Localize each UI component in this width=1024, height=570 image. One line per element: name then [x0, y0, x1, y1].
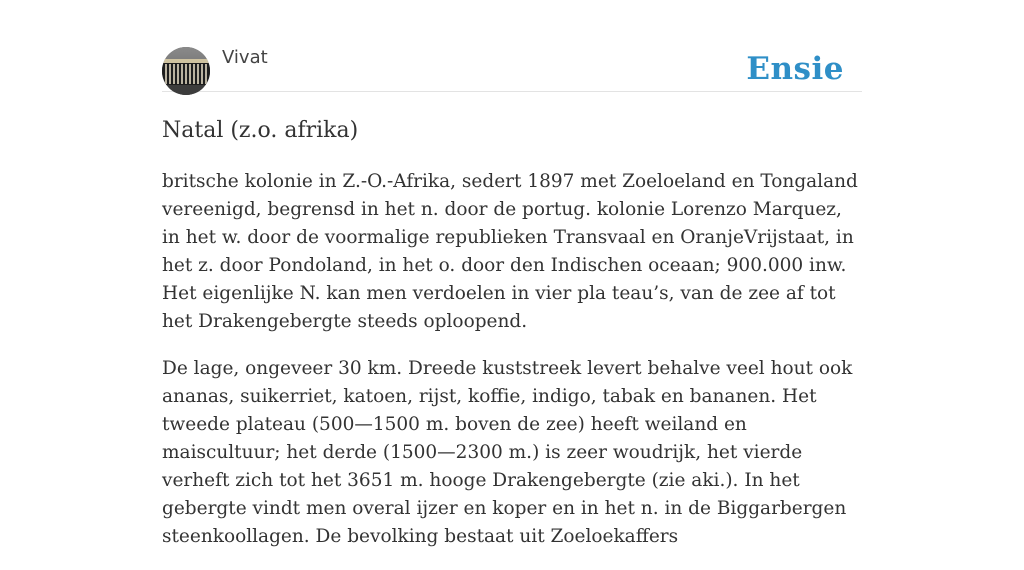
avatar-image: [162, 47, 210, 95]
article-paragraph: britsche kolonie in Z.-O.-Afrika, sedert 1897 met Zoeloeland en Tongaland vereenigd, begrensd in het n. door de portug. kolonie Lorenzo Marquez, in het w. door de voormalige republieken Transvaal en OranjeVrijstaat, in het z. door Pondoland, in het o. door den Indischen oceaan; 900.000 inw. Het eigenlijke N. kan men verdoelen in vier pla teau’s, van de zee af tot het Drakengebergte steeds oploopend.: [162, 171, 858, 332]
brand-logo[interactable]: Ensie: [746, 51, 844, 87]
article-page: [162, 0, 862, 547]
article-paragraph: De lage, ongeveer 30 km. Dreede kuststreek levert behalve veel hout ook ananas, suikerriet, katoen, rijst, koffie, indigo, tabak en bananen. Het tweede plateau (500—1500 m. boven de zee) heeft weiland en maiscultuur; het derde (1500—2300 m.) is zeer woudrijk, het vierde verheft zich tot het 3651 m. hooge Drakengebergte (zie aki.). In het gebergte vindt men overal ijzer en koper en in het n. in de Biggarbergen steenkoollagen. De bevolking bestaat uit Zoeloekaffers: [162, 358, 853, 547]
author-name[interactable]: Vivat: [222, 47, 268, 68]
author-avatar[interactable]: [162, 47, 210, 95]
article-body: [162, 168, 862, 570]
page-header: [162, 0, 862, 92]
article-title: Natal (z.o. afrika): [162, 118, 359, 143]
